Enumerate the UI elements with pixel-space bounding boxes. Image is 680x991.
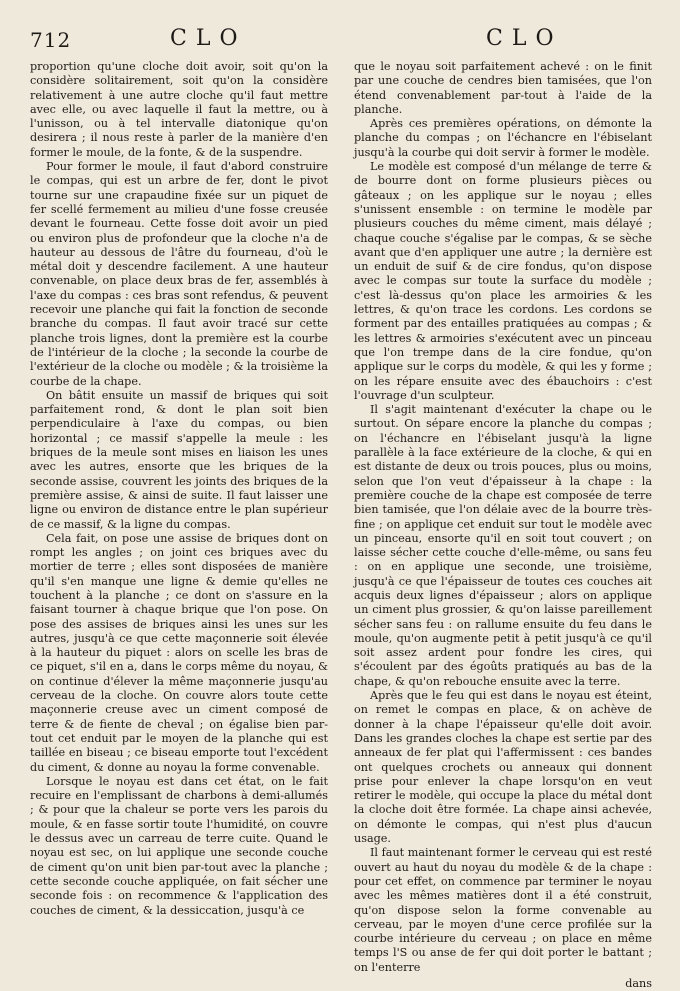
right-column [354,60,652,990]
paragraph: Lorsque le noyau est dans cet état, on le fait recuire en l'emplissant de charbons à demi-allumés ; & pour que la chaleur se porte vers les parois du moule, & en fasse sortir toute l'humidité, on couvre le dessus avec un carreau de terre cuite. Quand le noyau est sec, on lui applique une seconde couche de ciment qu'on unit bien par-tout avec la planche ; cette seconde couche appliquée, on fait sécher une seconde fois : on recommence & l'application des couches de ciment, & la dessiccation, jusqu'à ce [30,774,328,917]
paragraph: Il faut maintenant former le cerveau qui est resté ouvert au haut du noyau du modèle & de la chape : pour cet effet, on commence par terminer le noyau avec les mêmes matières dont il a été construit, qu'on dispose selon la forme convenable au cerveau, par le moyen d'une cerce profilée sur la courbe intérieure du cerveau ; on place en même temps l'S ou anse de fer qui doit porter le battant ; on l'enterre [354,846,652,974]
page-number: 712 [30,28,72,52]
running-head-right: CLO [486,26,563,51]
catchword: dans [625,977,652,990]
paragraph: Après que le feu qui est dans le noyau est éteint, on remet le compas en place, & on achève de donner à la chape l'épaisseur qu'elle doit avoir. Dans les grandes cloches la chape est sertie par des anneaux de fer plat qui l'affermissent : ces bandes ont quelques crochets ou anneaux qui donnent prise pour enlever la chape lorsqu'on en veut retirer le modèle, qui occupe la place du métal dont la cloche doit être formée. La chape ainsi achevée, on démonte le compas, qui n'est plus d'aucun usage. [354,689,652,846]
paragraph: Le modèle est composé d'un mélange de terre & de bourre dont on forme plusieurs pièces ou gâteaux ; on les applique sur le noyau ; elles s'unissent ensemble : on termine le modèle par plusieurs couches du même ciment, mais délayé ; chaque couche s'égalise par le compas, & se sèche avant que d'en appliquer une autre ; la dernière est un enduit de suif & de cire fondus, qu'on dispose avec le compas sur toute la surface du modèle ; c'est là-dessus qu'on place les armoiries & les lettres, & qu'on trace les cordons. Les cordons se forment par des entailles pratiquées au compas ; & les lettres & armoiries s'exécutent avec un pinceau que l'on trempe dans de la cire fondue, qu'on applique sur le corps du modèle, & qui les y forme ; on les répare ensuite avec des ébauchoirs : c'est l'ouvrage d'un sculpteur. [354,160,652,402]
paragraph: Pour former le moule, il faut d'abord construire le compas, qui est un arbre de fer, dont le pivot tourne sur une crapaudine fixée sur un piquet de fer scellé fermement au milieu d'une fosse creusée devant le fourneau. Cette fosse doit avoir un pied ou environ plus de profondeur que la cloche n'a de hauteur au dessous de l'âtre du fourneau, d'où le métal doit y descendre facilement. A une hauteur convenable, on place deux bras de fer, assemblés à l'axe du compas : ces bras sont refendus, & peuvent recevoir une planche qui fait la fonction de seconde branche du compas. Il faut avoir tracé sur cette planche trois lignes, dont la première est la courbe de l'intérieur de la cloche ; la seconde la courbe de l'extérieur de la cloche ou modèle ; & la troisième la courbe de la chape. [30,160,328,388]
paragraph: proportion qu'une cloche doit avoir, soit qu'on la considère solitairement, soit qu'on la considère relativement à une autre cloche qu'il faut mettre avec elle, ou avec laquelle il faut la mettre, ou à l'unisson, ou à tel intervalle diatonique qu'on desirera ; il nous reste à parler de la manière d'en former le moule, de la fonte, & de la suspendre. [30,60,328,159]
paragraph: On bâtit ensuite un massif de briques qui soit parfaitement rond, & dont le plan soit bien perpendiculaire à l'axe du compas, ou bien horizontal ; ce massif s'appelle la meule : les briques de la meule sont mises en liaison les unes avec les autres, ensorte que les briques de la seconde assise, couvrent les joints des briques de la première assise, & ainsi de suite. Il faut laisser une ligne ou environ de distance entre le plan supérieur de ce massif, & la ligne du compas. [30,388,328,531]
running-head-left: CLO [170,26,247,51]
paragraph: Cela fait, on pose une assise de briques dont on rompt les angles ; on joint ces briques avec du mortier de terre ; elles sont disposées de manière qu'il s'en manque une ligne & demie qu'elles ne touchent à la planche ; ce dont on s'assure en la faisant tourner à chaque brique que l'on pose. On pose des assises de briques ainsi les unes sur les autres, jusqu'à ce que cette maçonnerie soit élevée à la hauteur du piquet : alors on scelle les bras de ce piquet, s'il en a, dans le corps même du noyau, & on continue d'élever la même maçonnerie jusqu'au cerveau de la cloche. On couvre alors toute cette maçonnerie creuse avec un ciment composé de terre & de fiente de cheval ; on égalise bien par-tout cet enduit par le moyen de la planche qui est taillée en biseau ; ce biseau emporte tout l'excédent du ciment, & donne au noyau la forme convenable. [30,531,328,774]
paragraph: Il s'agit maintenant d'exécuter la chape ou le surtout. On sépare encore la planche du compas ; on l'échancre en l'ébiselant jusqu'à la ligne parallèle à la face extérieure de la cloche, & qui en est distante de deux ou trois pouces, plus ou moins, selon que l'on veut d'épaisseur à la chape : la première couche de la chape est composée de terre bien tamisée, que l'on délaie avec de la bourre très-fine ; on applique cet enduit sur tout le modèle avec un pinceau, ensorte qu'il en soit tout couvert ; on laisse sécher cette couche d'elle-même, ou sans feu : on en applique une seconde, une troisième, jusqu'à ce que l'épaisseur de toutes ces couches ait acquis deux lignes d'épaisseur ; alors on applique un ciment plus grossier, & qu'on laisse pareillement sécher sans feu : on rallume ensuite du feu dans le moule, qu'on augmente petit à petit jusqu'à ce qu'il soit assez ardent pour fondre les cires, qui s'écoulent par des égoûts pratiqués au bas de la chape, & qu'on rebouche ensuite avec la terre. [354,403,652,688]
page-header [30,26,650,56]
text-columns [30,60,652,990]
paragraph: que le noyau soit parfaitement achevé : on le finit par une couche de cendres bien tamisées, que l'on étend convenablement par-tout à l'aide de la planche. [354,60,652,116]
paragraph: Après ces premières opérations, on démonte la planche du compas ; on l'échancre en l'ébiselant jusqu'à la courbe qui doit servir à former le modèle. [354,117,652,159]
left-column [30,60,328,965]
